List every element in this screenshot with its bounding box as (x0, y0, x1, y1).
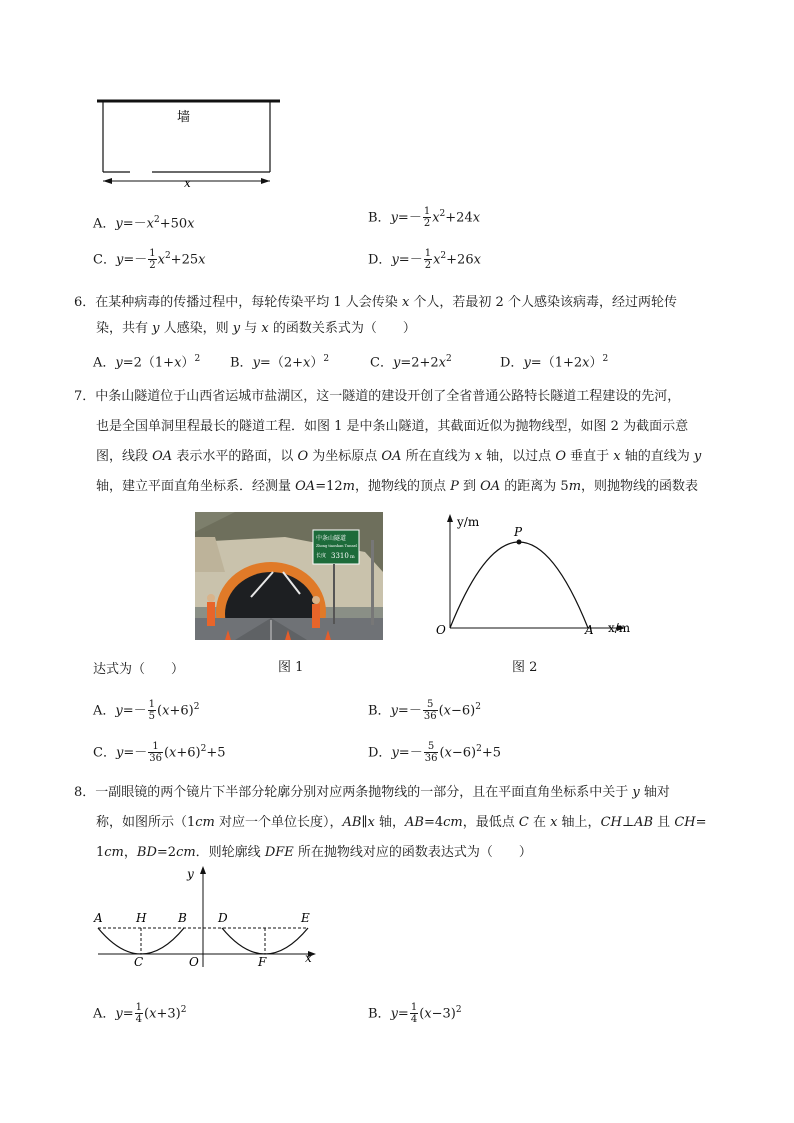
q8-text: 8．一副眼镜的两个镜片下半部分轮廓分别对应两条抛物线的一部分，且在平面直角坐标系中关于 y 轴对 称，如图所示（1cm 对应一个单位长度），AB∥x 轴，AB=4cm，最低点 C 在 x 轴上，CH⊥AB 且 CH= 1cm，BD=2cm．则轮廓线 DFE 所在抛物线对应的函数表达式为（ ） (74, 785, 707, 860)
q5-option-b[interactable]: B．y=－ $\frac{1}{2}$ $x^2+24x$ (368, 206, 481, 230)
label-e: E (301, 911, 310, 925)
label-f: F (258, 955, 267, 969)
y-arrow-icon (200, 866, 206, 874)
label-o: O (189, 955, 199, 969)
q6-option-b[interactable]: B．$y=(2+x)^2$ (230, 354, 330, 371)
q5-option-d[interactable]: D．y=－ $\frac{1}{2}$ $x^2+26x$ (368, 248, 481, 272)
q5-option-a[interactable]: A．$y=-x^2+50x$ (93, 215, 195, 232)
fig1-caption: 图 1 (278, 660, 304, 675)
q7-option-b[interactable]: B．y=－ $\frac{5}{36}$ $(x-6)^2$ (368, 699, 481, 723)
x-axis-label: x/m (608, 621, 631, 635)
q6-text: 6．在某种病毒的传播过程中，每轮传染平均 1 人会传染 x 个人，若最初 2 个人感染该病毒，经过两轮传 染，共有 y 人感染，则 y 与 x 的函数关系式为（ ） (74, 295, 677, 336)
q6-option-a[interactable]: A．$y=2(1+x)^2$ (93, 354, 201, 371)
label-a: A (94, 911, 103, 925)
label-h: H (136, 911, 147, 925)
q7-option-c[interactable]: C．y=－ $\frac{1}{36}$ $(x+6)^2+5$ (93, 741, 226, 765)
vertex-point (517, 540, 522, 545)
q5-option-c[interactable]: C．y=－ $\frac{1}{2}$ $x^2+25x$ (93, 248, 206, 272)
q7-text-end: 达式为（ ） (93, 662, 185, 677)
label-c: C (134, 955, 144, 969)
sign-subtitle: Zhong tiaoshan Tunnel (316, 544, 357, 548)
q8-option-a[interactable]: A．y= $\frac{1}{4}$ $(x+3)^2$ (93, 1002, 187, 1026)
y-arrow-icon (447, 514, 453, 522)
vertex-label: P (514, 525, 523, 539)
fence-figure (90, 92, 290, 192)
q7-option-d[interactable]: D．y=－ $\frac{5}{36}$ $(x-6)^2+5$ (368, 741, 502, 765)
origin-label: O (436, 623, 446, 637)
sign-length: 3310 (331, 552, 349, 560)
q6-option-d[interactable]: D．$y=(1+2x)^2$ (500, 354, 609, 371)
wall-label: 墙 (177, 110, 191, 125)
sign-title: 中条山隧道 (316, 535, 347, 542)
parabola-curve (450, 542, 588, 628)
y-axis-label: y/m (457, 515, 480, 529)
q7-text: 7．中条山隧道位于山西省运城市盐湖区，这一隧道的建设开创了全省普通公路特长隧道工程建设的先河， 也是全国单洞里程最长的隧道工程．如图 1 是中条山隧道，其截面近似为抛物线型，如图 2 为截面示意 图，线段 OA 表示水平的路面，以 O 为坐标原点 OA 所在直线为 x 轴，以过点 O 垂直于 x 轴的直线为 y 轴，建立平面直角坐标系．经测量 OA=12m，抛物线的顶点 P 到 OA 的距离为 5m，则抛物线的函数表 (74, 389, 702, 494)
q6-option-c[interactable]: C．$y=2+2x^2$ (370, 354, 452, 371)
glasses-graph (90, 862, 330, 972)
arrow-right-icon (261, 178, 270, 184)
sign-unit: m (350, 554, 355, 560)
label-x: x (305, 951, 312, 965)
q7-option-a[interactable]: A．y=－ $\frac{1}{5}$ $(x+6)^2$ (93, 699, 200, 723)
label-y: y (187, 867, 194, 881)
label-d: D (218, 911, 228, 925)
tunnel-photo (195, 512, 383, 640)
q8-option-b[interactable]: B．y= $\frac{1}{4}$ $(x-3)^2$ (368, 1002, 462, 1026)
tunnel-graph (425, 508, 645, 638)
arrow-left-icon (103, 178, 112, 184)
sign-length-label: 长度 (316, 553, 327, 559)
label-b: B (178, 911, 187, 925)
point-a-label: A (585, 623, 594, 637)
x-dimension-label: x (184, 176, 191, 190)
fig2-caption: 图 2 (512, 660, 538, 675)
